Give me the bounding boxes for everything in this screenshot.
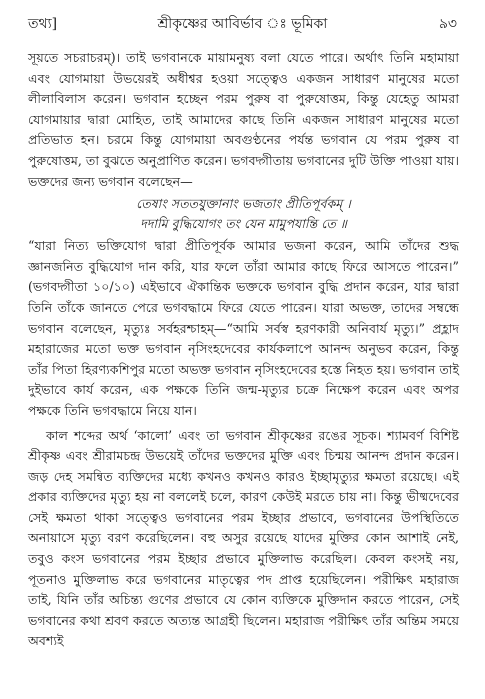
- verse-line: তেষাং সততযুক্তানাং ভজতাং প্রীতিপূর্বকম্ ।: [136, 196, 351, 212]
- chapter-title: শ্রীকৃষ্ণের আবির্ভাব ঃ ভূমিকা: [157, 16, 328, 32]
- verse-line: দদামি বুদ্ধিযোগং তং যেন মামুপযান্তি তে ॥: [140, 216, 347, 232]
- running-header: [28, 14, 457, 34]
- sanskrit-verse: [28, 194, 459, 234]
- page-body: [28, 48, 459, 652]
- paragraph: “যারা নিত্য ভক্তিযোগ দ্বারা প্রীতিপূর্বক আমার ভজনা করেন, আমি তাঁদের শুদ্ধ জ্ঞানজনিত বুদ্ধিযোগ দান করি, যার ফলে তাঁরা আমার কাছে ফিরে আসতে পারেন।” (ভগবদ্গীতা ১০/১০) এইভাবে ঐকান্তিক ভক্তকে ভগবান বুদ্ধি প্রদান করেন, যার দ্বারা তিনি তাঁকে জানতে পেরে ভগবদ্ধামে ফিরে যেতে পারেন। যারা অভক্ত, তাদের সম্বন্ধে ভগবান বলেছেন, মৃত্যুঃ সর্বহরশ্চাহম্—“আমি সর্বস্ব হরণকারী অনিবার্য মৃত্যু।” প্রহ্লাদ মহারাজের মতো ভক্ত ভগবান নৃসিংহদেবের কার্যকলাপে আনন্দ অনুভব করেন, কিন্তু তাঁর পিতা হিরণ্যকশিপুর মতো অভক্ত ভগবান নৃসিংহদেবের হস্তে নিহত হয়। ভগবান তাই দুইভাবে কার্য করেন, এক পক্ষকে তিনি জন্ম-মৃত্যুর চক্রে নিক্ষেপ করেন এবং অপর পক্ষকে তিনি ভগবদ্ধামে নিয়ে যান।: [28, 238, 459, 418]
- paragraph: সূয়তে সচরাচরম্)। তাই ভগবানকে মায়ামনুষ্য বলা যেতে পারে। অর্থাৎ তিনি মহামায়া এবং যোগমায়া উভয়েরই অধীশ্বর হওয়া সত্ত্বেও একজন সাধারণ মানুষের মতো লীলাবিলাস করেন। ভগবান হচ্ছেন পরম পুরুষ বা পুরুষোত্তম, কিন্তু যেহেতু আমরা যোগমায়ার দ্বারা মোহিত, তাই আমাদের কাছে তিনি একজন সাধারণ মানুষের মতো প্রতিভাত হন। চরমে কিন্তু যোগমায়া অবগুণ্ঠনের পর্যন্ত ভগবান যে পরম পুরুষ বা পুরুষোত্তম, তা বুঝতে অনুপ্রাণিত করেন। ভগবদ্গীতায় ভগবানের দুটি উক্তি পাওয়া যায়। ভক্তদের জন্য ভগবান বলেছেন—: [28, 50, 460, 189]
- page-number: ৯৩: [438, 16, 457, 32]
- section-marker: তথ্য]: [28, 16, 58, 32]
- paragraph: কাল শব্দের অর্থ ‘কালো’ এবং তা ভগবান শ্রীকৃষ্ণের রঙের সূচক। শ্যামবর্ণ বিশিষ্ট শ্রীকৃষ্ণ এবং শ্রীরামচন্দ্র উভয়েই তাঁদের ভক্তদের মুক্তি এবং চিন্ময় আনন্দ প্রদান করেন। জড় দেহ সমন্বিত ব্যক্তিদের মধ্যে কখনও কখনও কারও ইচ্ছামৃত্যুর ক্ষমতা রয়েছে। এই প্রকার ব্যক্তিদের মৃত্যু হয় না বললেই চলে, কারণ কেউই মরতে চায় না। কিন্তু ভীষ্মদেবের সেই ক্ষমতা থাকা সত্ত্বেও ভগবানের পরম ইচ্ছার প্রভাবে, ভগবানের উপস্থিতিতে অনায়াসে মৃত্যু বরণ করেছিলেন। বহু অসুর রয়েছে যাদের মুক্তির কোন আশাই নেই, তবুও কংস ভগবানের পরম ইচ্ছার প্রভাবে মুক্তিলাভ করেছিল। কেবল কংসই নয়, পূতনাও মুক্তিলাভ করে ভগবানের মাতৃত্বের পদ প্রাপ্ত হয়েছিলেন। পরীক্ষিৎ মহারাজ তাই, যিনি তাঁর অচিন্ত্য গুণের প্রভাবে যে কোন ব্যক্তিকে মুক্তিদান করতে পারেন, সেই ভগবানের কথা শ্রবণ করতে অত্যন্ত আগ্রহী ছিলেন। মহারাজ পরীক্ষিৎ তাঁর অন্তিম সময়ে অবশ্যই: [28, 427, 459, 649]
